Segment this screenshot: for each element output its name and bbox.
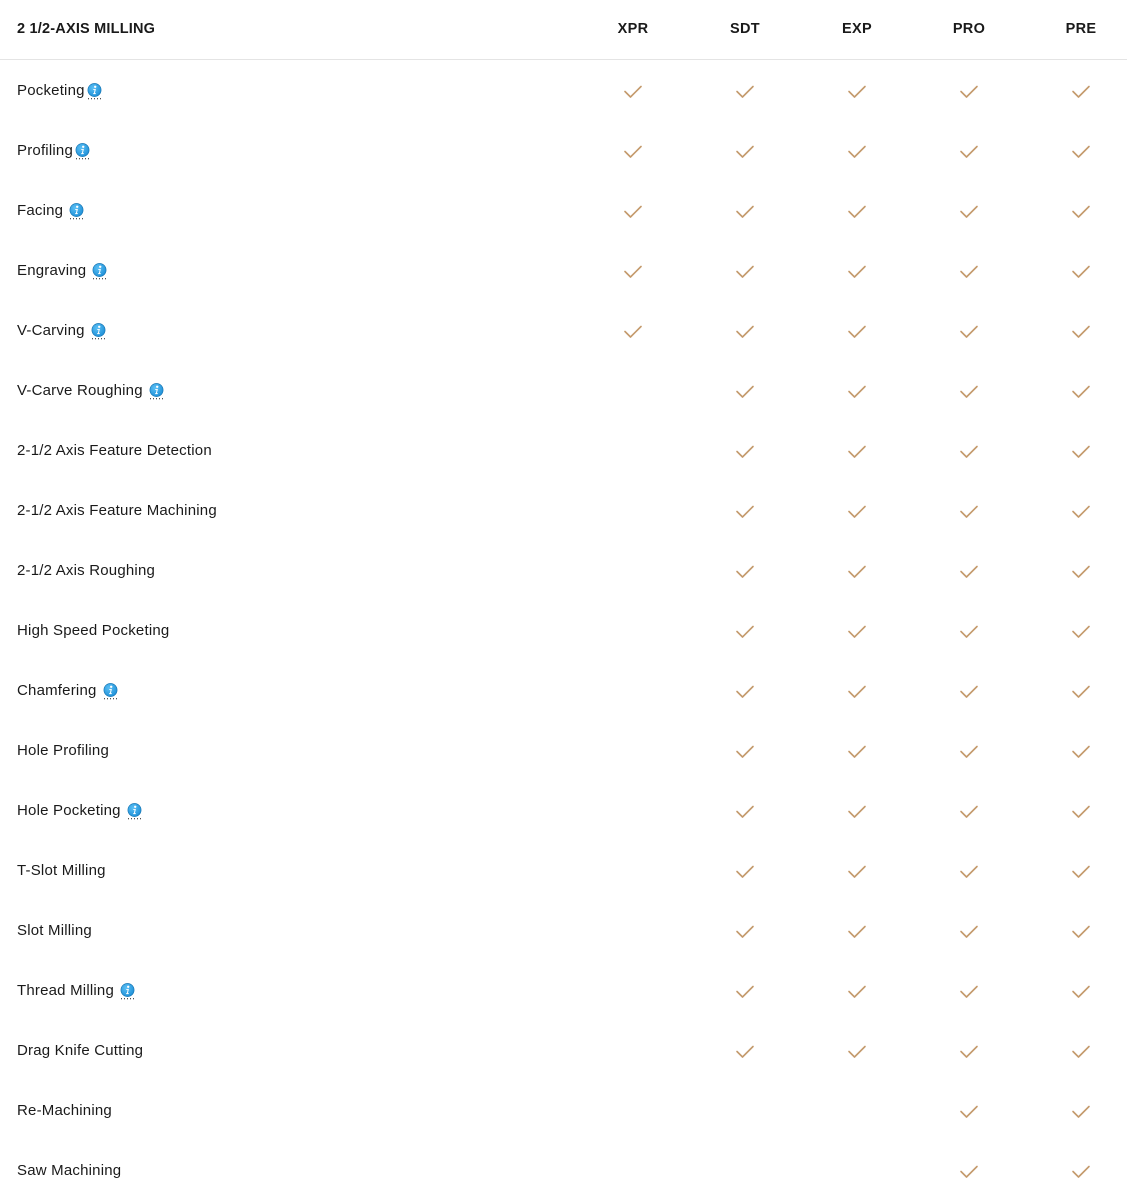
feature-label-cell xyxy=(17,202,84,219)
feature-label-cell xyxy=(17,802,142,819)
feature-label: 2-1/2 Axis Feature Machining xyxy=(17,502,217,519)
table-row xyxy=(0,420,1127,480)
check-icon-exp xyxy=(845,202,869,222)
check-icon-pre xyxy=(1069,262,1093,282)
check-icon-pro xyxy=(957,382,981,402)
column-header-exp: EXP xyxy=(842,21,872,37)
check-icon-pro xyxy=(957,862,981,882)
table-row xyxy=(0,1080,1127,1140)
feature-label: Engraving xyxy=(17,262,87,279)
check-icon-exp xyxy=(845,682,869,702)
table-row xyxy=(0,660,1127,720)
check-icon-exp xyxy=(845,742,869,762)
check-icon-pro xyxy=(957,502,981,522)
check-icon-pro xyxy=(957,682,981,702)
feature-label-cell xyxy=(17,142,90,159)
check-icon-pre xyxy=(1069,682,1093,702)
check-icon-pre xyxy=(1069,1102,1093,1122)
check-icon-pre xyxy=(1069,442,1093,462)
feature-label-cell xyxy=(17,862,106,879)
check-icon-pro xyxy=(957,1162,981,1182)
feature-label: Slot Milling xyxy=(17,922,92,939)
check-icon-pre xyxy=(1069,382,1093,402)
feature-label-cell xyxy=(17,982,135,999)
check-icon-exp xyxy=(845,442,869,462)
table-row xyxy=(0,900,1127,960)
check-icon-xpr xyxy=(621,82,645,102)
check-icon-exp xyxy=(845,322,869,342)
check-icon-exp xyxy=(845,562,869,582)
table-row xyxy=(0,180,1127,240)
feature-label-cell xyxy=(17,1162,121,1179)
check-icon-pre xyxy=(1069,202,1093,222)
feature-label: Thread Milling xyxy=(17,982,115,999)
check-icon-sdt xyxy=(733,382,757,402)
check-icon-exp xyxy=(845,262,869,282)
table-row xyxy=(0,60,1127,120)
feature-label: Hole Pocketing xyxy=(17,802,121,819)
check-icon-exp xyxy=(845,982,869,1002)
check-icon-sdt xyxy=(733,322,757,342)
table-row xyxy=(0,1020,1127,1080)
check-icon-pre xyxy=(1069,82,1093,102)
check-icon-sdt xyxy=(733,862,757,882)
check-icon-exp xyxy=(845,862,869,882)
check-icon-pro xyxy=(957,202,981,222)
table-row xyxy=(0,1140,1127,1200)
check-icon-pro xyxy=(957,442,981,462)
feature-label-cell xyxy=(17,742,109,759)
check-icon-exp xyxy=(845,142,869,162)
feature-label: T-Slot Milling xyxy=(17,862,106,879)
section-title: 2 1/2-AXIS MILLING xyxy=(17,21,156,37)
feature-label-cell xyxy=(17,682,118,699)
feature-label-cell xyxy=(17,82,102,99)
feature-label-cell xyxy=(17,382,164,399)
check-icon-xpr xyxy=(621,262,645,282)
check-icon-pre xyxy=(1069,142,1093,162)
feature-label-cell xyxy=(17,502,217,519)
check-icon-sdt xyxy=(733,922,757,942)
table-row xyxy=(0,480,1127,540)
check-icon-exp xyxy=(845,502,869,522)
check-icon-sdt xyxy=(733,562,757,582)
check-icon-pre xyxy=(1069,982,1093,1002)
check-icon-xpr xyxy=(621,322,645,342)
feature-label: Drag Knife Cutting xyxy=(17,1042,144,1059)
table-row xyxy=(0,240,1127,300)
feature-label-cell xyxy=(17,622,169,639)
feature-label-cell xyxy=(17,322,106,339)
table-row xyxy=(0,720,1127,780)
info-icon[interactable] xyxy=(75,143,90,160)
check-icon-pro xyxy=(957,1042,981,1062)
feature-label-cell xyxy=(17,262,107,279)
feature-label: V-Carve Roughing xyxy=(17,382,143,399)
check-icon-pro xyxy=(957,262,981,282)
check-icon-xpr xyxy=(621,202,645,222)
table-row xyxy=(0,120,1127,180)
feature-label: Pocketing xyxy=(17,82,85,99)
table-row xyxy=(0,300,1127,360)
info-icon[interactable] xyxy=(91,323,106,340)
check-icon-pre xyxy=(1069,1162,1093,1182)
feature-label: V-Carving xyxy=(17,322,85,339)
info-icon[interactable] xyxy=(69,203,84,220)
check-icon-sdt xyxy=(733,142,757,162)
info-icon[interactable] xyxy=(120,983,135,1000)
check-icon-pre xyxy=(1069,742,1093,762)
check-icon-exp xyxy=(845,802,869,822)
check-icon-pre xyxy=(1069,502,1093,522)
feature-label: Profiling xyxy=(17,142,73,159)
check-icon-sdt xyxy=(733,82,757,102)
table-row xyxy=(0,840,1127,900)
table-row xyxy=(0,540,1127,600)
column-header-pro: PRO xyxy=(952,21,986,37)
feature-label: Chamfering xyxy=(17,682,97,699)
column-header-xpr: XPR xyxy=(617,21,649,37)
check-icon-sdt xyxy=(733,622,757,642)
feature-label: Re-Machining xyxy=(17,1102,112,1119)
table-row xyxy=(0,960,1127,1020)
check-icon-pre xyxy=(1069,802,1093,822)
check-icon-pro xyxy=(957,622,981,642)
table-row xyxy=(0,780,1127,840)
check-icon-exp xyxy=(845,922,869,942)
feature-label-cell xyxy=(17,1102,112,1119)
check-icon-sdt xyxy=(733,262,757,282)
check-icon-pre xyxy=(1069,922,1093,942)
info-icon[interactable] xyxy=(127,803,142,820)
check-icon-sdt xyxy=(733,442,757,462)
check-icon-exp xyxy=(845,82,869,102)
info-icon[interactable] xyxy=(149,383,164,400)
check-icon-pre xyxy=(1069,862,1093,882)
check-icon-pro xyxy=(957,142,981,162)
check-icon-pro xyxy=(957,742,981,762)
table-row xyxy=(0,360,1127,420)
feature-label: 2-1/2 Axis Feature Detection xyxy=(17,442,212,459)
feature-label: Facing xyxy=(17,202,64,219)
check-icon-sdt xyxy=(733,742,757,762)
feature-label-cell xyxy=(17,442,212,459)
info-icon[interactable] xyxy=(92,263,107,280)
check-icon-pre xyxy=(1069,622,1093,642)
check-icon-pro xyxy=(957,562,981,582)
feature-label-cell xyxy=(17,922,92,939)
check-icon-exp xyxy=(845,382,869,402)
column-header-pre: PRE xyxy=(1065,21,1097,37)
feature-label: Saw Machining xyxy=(17,1162,122,1179)
check-icon-pre xyxy=(1069,1042,1093,1062)
feature-label-cell xyxy=(17,562,155,579)
feature-label: Hole Profiling xyxy=(17,742,110,759)
table-body xyxy=(0,60,1127,1200)
check-icon-exp xyxy=(845,1042,869,1062)
check-icon-pro xyxy=(957,82,981,102)
check-icon-sdt xyxy=(733,1042,757,1062)
feature-label: 2-1/2 Axis Roughing xyxy=(17,562,156,579)
table-row xyxy=(0,600,1127,660)
column-header-sdt: SDT xyxy=(730,21,760,37)
check-icon-sdt xyxy=(733,802,757,822)
check-icon-sdt xyxy=(733,982,757,1002)
check-icon-xpr xyxy=(621,142,645,162)
check-icon-sdt xyxy=(733,502,757,522)
info-icon[interactable] xyxy=(87,83,102,100)
check-icon-pre xyxy=(1069,562,1093,582)
check-icon-pre xyxy=(1069,322,1093,342)
table-header xyxy=(0,0,1127,60)
check-icon-pro xyxy=(957,322,981,342)
check-icon-pro xyxy=(957,922,981,942)
check-icon-sdt xyxy=(733,682,757,702)
check-icon-pro xyxy=(957,802,981,822)
info-icon[interactable] xyxy=(103,683,118,700)
check-icon-pro xyxy=(957,982,981,1002)
check-icon-sdt xyxy=(733,202,757,222)
feature-label: High Speed Pocketing xyxy=(17,622,170,639)
check-icon-pro xyxy=(957,1102,981,1122)
feature-label-cell xyxy=(17,1042,143,1059)
check-icon-exp xyxy=(845,622,869,642)
